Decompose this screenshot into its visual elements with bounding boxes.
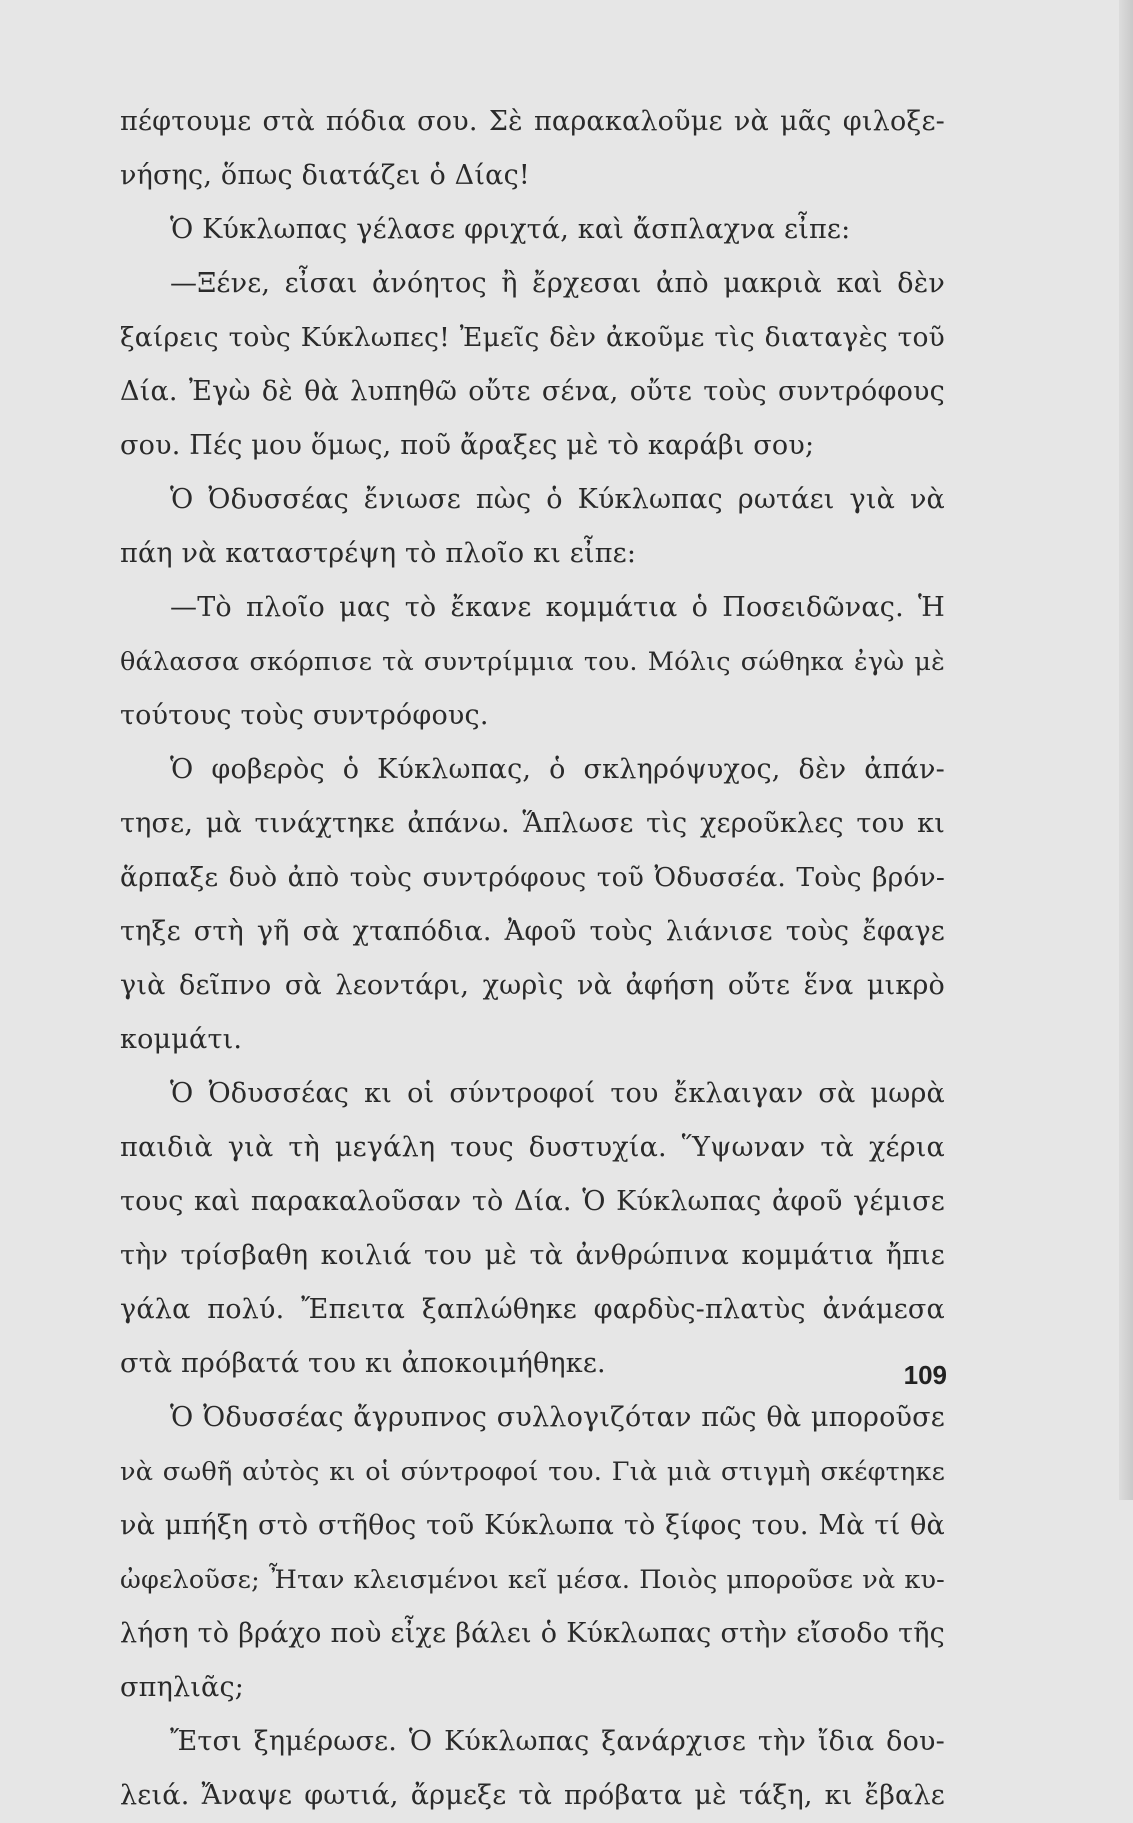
text-line: Ὁ Κύκλωπας γέλασε φριχτά, καὶ ἄσπλαχνα εἶπε: (170, 214, 851, 245)
text-line: Ὁ Ὀδυσσέας κι οἱ σύντροφοί του ἔκλαιγαν σὰ μωρὰ (170, 1078, 945, 1109)
text-line: ξαίρεις τοὺς Κύκλωπες! Ἐμεῖς δὲν ἀκοῦμε τὶς διαταγὲς τοῦ (120, 322, 945, 353)
text-line: —Τὸ πλοῖο μας τὸ ἔκανε κομμάτια ὁ Ποσειδῶνας. Ἡ (170, 592, 945, 623)
text-line: γάλα πολύ. Ἔπειτα ξαπλώθηκε φαρδὺς-πλατὺς ἀνάμεσα (120, 1294, 945, 1325)
text-line: παιδιὰ γιὰ τὴ μεγάλη τους δυστυχία. Ὕψωναν τὰ χέρια (120, 1132, 945, 1163)
text-line: κομμάτι. (120, 1024, 243, 1055)
text-line: πέφτουμε στὰ πόδια σου. Σὲ παρακαλοῦμε νὰ μᾶς φιλοξε- (120, 106, 945, 137)
text-line: Ὁ Ὀδυσσέας ἄγρυπνος συλλογιζόταν πῶς θὰ μποροῦσε (170, 1402, 945, 1433)
text-line: νήσης, ὅπως διατάζει ὁ Δίας! (120, 160, 530, 191)
text-line: τους καὶ παρακαλοῦσαν τὸ Δία. Ὁ Κύκλωπας ἀφοῦ γέμισε (120, 1186, 945, 1217)
text-line: —Ξένε, εἶσαι ἀνόητος ἢ ἔρχεσαι ἀπὸ μακριὰ καὶ δὲν (170, 268, 945, 299)
text-line: Ἔτσι ξημέρωσε. Ὁ Κύκλωπας ξανάρχισε τὴν ἴδια δου- (170, 1726, 945, 1757)
text-line: νὰ σωθῆ αὐτὸς κι οἱ σύντροφοί του. Γιὰ μιὰ στιγμὴ σκέφτηκε (120, 1457, 945, 1487)
text-line: τὴν τρίσβαθη κοιλιά του μὲ τὰ ἀνθρώπινα κομμάτια ἤπιε (120, 1240, 945, 1271)
text-line: πάη νὰ καταστρέψη τὸ πλοῖο κι εἶπε: (120, 538, 637, 569)
text-line: Δία. Ἐγὼ δὲ θὰ λυπηθῶ οὔτε σένα, οὔτε τοὺς συντρόφους (120, 376, 945, 407)
text-line: στὰ πρόβατά του κι ἀποκοιμήθηκε. (120, 1348, 606, 1379)
page-number: 109 (903, 1360, 947, 1390)
text-line: Ὁ φοβερὸς ὁ Κύκλωπας, ὁ σκληρόψυχος, δὲν ἀπάν- (170, 754, 945, 785)
text-line: λήση τὸ βράχο ποὺ εἶχε βάλει ὁ Κύκλωπας στὴν εἴσοδο τῆς (120, 1618, 945, 1649)
text-line: σου. Πές μου ὅμως, ποῦ ἄραξες μὲ τὸ καράβι σου; (120, 430, 815, 461)
text-line: Ὁ Ὀδυσσέας ἔνιωσε πὼς ὁ Κύκλωπας ρωτάει γιὰ νὰ (170, 484, 945, 515)
text-line: νὰ μπήξη στὸ στῆθος τοῦ Κύκλωπα τὸ ξίφος του. Μὰ τί θὰ (120, 1510, 945, 1541)
text-line: τησε, μὰ τινάχτηκε ἀπάνω. Ἅπλωσε τὶς χεροῦκλες του κι (120, 808, 945, 839)
text-line: τηξε στὴ γῆ σὰ χταπόδια. Ἀφοῦ τοὺς λιάνισε τοὺς ἔφαγε (120, 916, 945, 947)
text-line: θάλασσα σκόρπισε τὰ συντρίμμια του. Μόλις σώθηκα ἐγὼ μὲ (120, 647, 945, 677)
text-line: ἅρπαξε δυὸ ἀπὸ τοὺς συντρόφους τοῦ Ὀδυσσέα. Τοὺς βρόν- (120, 862, 945, 893)
text-line: λειά. Ἄναψε φωτιά, ἄρμεξε τὰ πρόβατα μὲ τάξη, κι ἔβαλε (120, 1780, 945, 1811)
text-line: τούτους τοὺς συντρόφους. (120, 700, 489, 731)
page-edge (1119, 0, 1133, 1500)
text-line: σπηλιᾶς; (120, 1672, 245, 1703)
text-line: ὠφελοῦσε; Ἦταν κλεισμένοι κεῖ μέσα. Ποιὸς μποροῦσε νὰ κυ- (120, 1565, 945, 1595)
text-line: γιὰ δεῖπνο σὰ λεοντάρι, χωρὶς νὰ ἀφήση οὔτε ἕνα μικρὸ (120, 970, 945, 1001)
body-text (120, 95, 945, 1823)
